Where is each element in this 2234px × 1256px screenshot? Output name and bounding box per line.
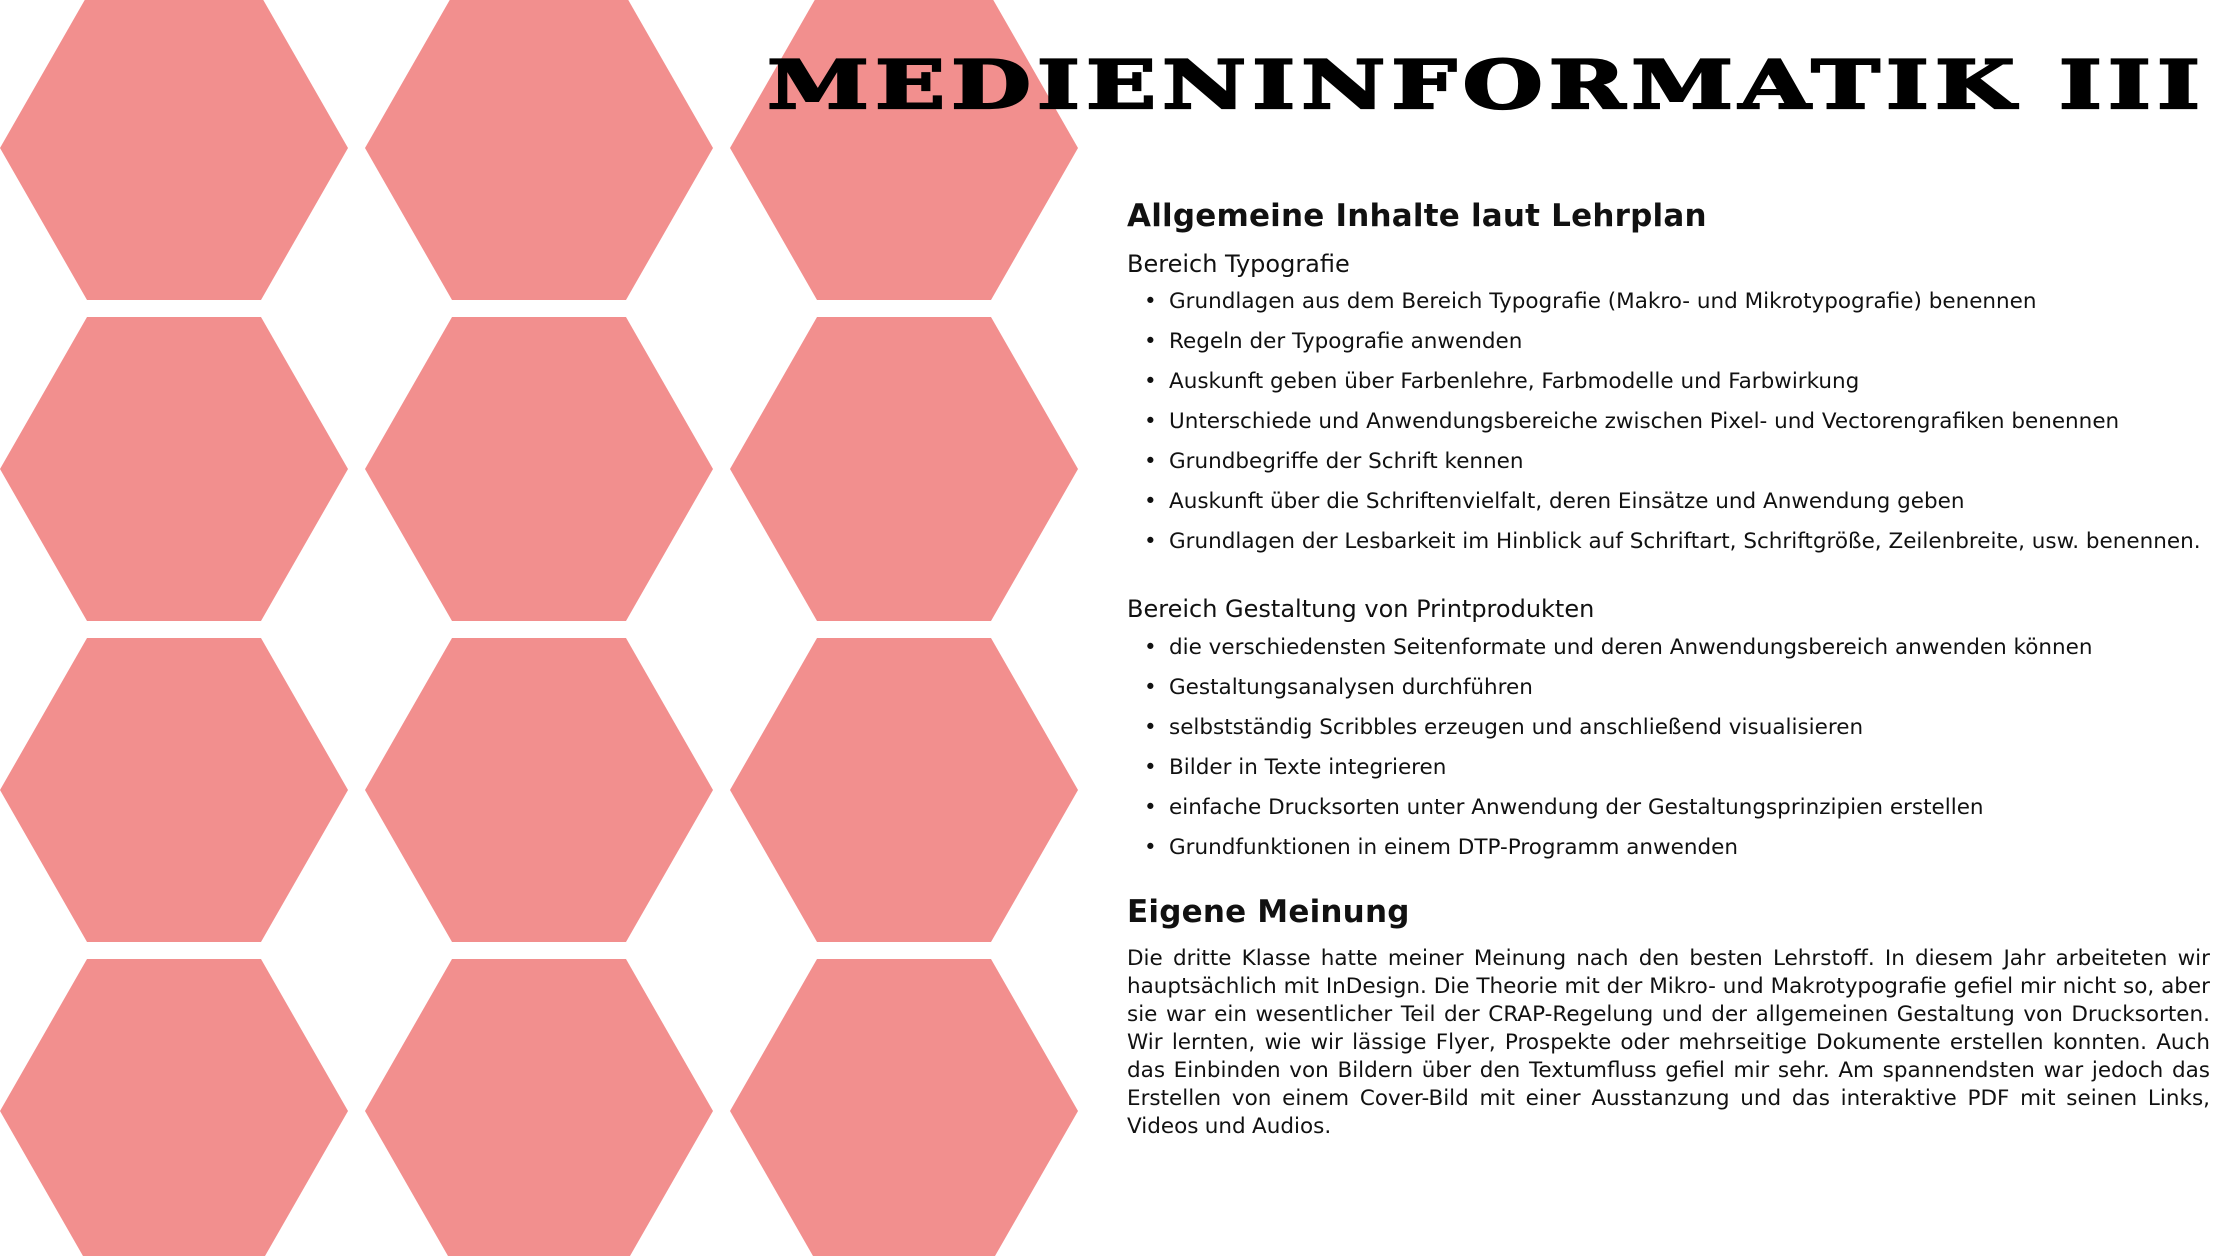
opinion-text: Die dritte Klasse hatte meiner Meinung nach den besten Lehrstoff. In diesem Jahr arbeiteten wir hauptsächlich mit InDesign. Die Theorie mit der Mikro- und Makrotypografie gefiel mir nicht so, aber sie war ein wesentlicher Teil der CRAP-Regelung und der allgemeinen Gestaltung von Drucksorten. Wir lernten, wie wir lässige Flyer, Prospekte oder mehrseitige Dokumente erstellen konnten. Auch das Einbinden von Bildern über den Textumfluss gefiel mir sehr. Am spannendsten war jedoch das Erstellen von einem Cover-Bild mit einer Ausstanzung und das interaktive PDF mit seinen Links, Videos und Audios. [1127,945,2210,1139]
hexagon-shape [0,959,348,1256]
hexagon-shape [0,317,348,621]
hexagon-shape [730,317,1078,621]
print-list [1127,628,2210,868]
hexagon-shape [365,638,713,942]
hexagon-shape [730,0,1078,300]
list-item: • Auskunft geben über Farbenlehre, Farbmodelle und Farbwirkung [1127,362,2210,402]
list-item: • Unterschiede und Anwendungsbereiche zwischen Pixel- und Vectorengrafiken benennen [1127,402,2210,442]
print-section [1127,594,2210,867]
hexagon-pattern [0,0,1100,1256]
list-item: • die verschiedensten Seitenformate und deren Anwendungsbereich anwenden können [1127,628,2210,668]
list-item: • Grundlagen aus dem Bereich Typografie (Makro- und Mikrotypografie) benennen [1127,282,2210,322]
list-item: • Regeln der Typografie anwenden [1127,322,2210,362]
typography-section [1127,249,2210,562]
list-item: • Bilder in Texte integrieren [1127,748,2210,788]
print-heading: Bereich Gestaltung von Printprodukten [1127,595,1595,624]
hexagon-shape [730,638,1078,942]
hexagon-shape [730,959,1078,1256]
list-item: • selbstständig Scribbles erzeugen und anschließend visualisieren [1127,708,2210,748]
list-item: • Gestaltungsanalysen durchführen [1127,668,2210,708]
curriculum-heading: Allgemeine Inhalte laut Lehrplan [1127,198,1707,234]
main-content [1127,198,2210,1141]
list-item: • Auskunft über die Schriftenvielfalt, deren Einsätze und Anwendung geben [1127,482,2210,522]
hexagon-shape [0,0,348,300]
hexagon-shape [365,317,713,621]
opinion-section [1127,894,2210,1141]
typography-list [1127,282,2210,562]
list-item: • Grundfunktionen in einem DTP-Programm anwenden [1127,828,2210,868]
list-item: • einfache Drucksorten unter Anwendung der Gestaltungsprinzipien erstellen [1127,788,2210,828]
page-title: MEDIENINFORMATIK III [767,46,2206,124]
list-item: • Grundbegriffe der Schrift kennen [1127,442,2210,482]
opinion-heading: Eigene Meinung [1127,893,1410,930]
hexagon-shape [0,638,348,942]
typography-heading: Bereich Typografie [1127,250,1350,279]
list-item: • Grundlagen der Lesbarkeit im Hinblick auf Schriftart, Schriftgröße, Zeilenbreite, usw. benennen. [1127,522,2210,562]
hexagon-shape [365,959,713,1256]
hexagon-shape [365,0,713,300]
